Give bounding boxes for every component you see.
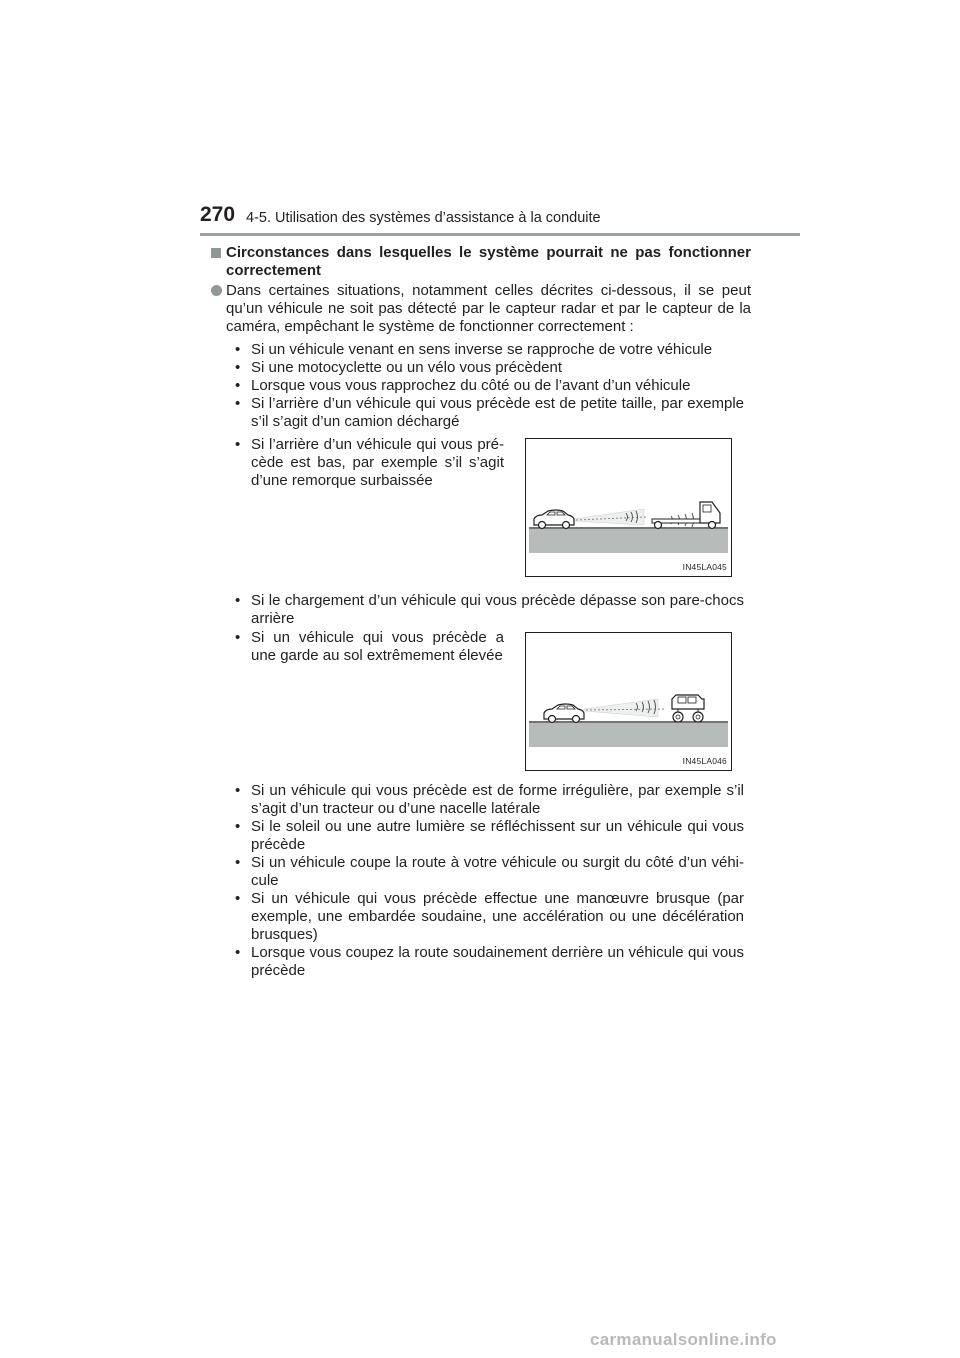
radar-beam	[574, 509, 644, 525]
list-item-text: Si un véhicule qui vous précède a une garde au sol extrêmement élevée	[251, 629, 504, 664]
intro-paragraph	[211, 282, 751, 336]
list-item	[235, 854, 744, 890]
section-title: 4-5. Utilisation des systèmes d’assistance à la conduite	[246, 210, 601, 226]
subsection-heading	[211, 244, 751, 280]
square-bullet-icon	[211, 248, 221, 258]
car-icon	[544, 704, 584, 723]
list-item-text: Si le chargement d’un véhicule qui vous précède dépasse son pare-chocs arrière	[251, 592, 744, 627]
illustration-low-trailer	[525, 438, 732, 577]
condition-list	[235, 629, 504, 665]
truck-icon	[700, 502, 720, 529]
bullet: •	[235, 341, 241, 358]
bullet: •	[235, 377, 241, 394]
list-item-text: Si le soleil ou une autre lumière se réfléchissent sur un véhicule qui vous précède	[251, 818, 744, 853]
figure-code: IN45LA046	[682, 756, 727, 766]
car-icon	[534, 510, 574, 529]
trailer-icon	[652, 519, 702, 529]
condition-list	[235, 436, 504, 490]
condition-list	[235, 782, 744, 980]
bullet: •	[235, 592, 241, 609]
list-item-text: Lorsque vous coupez la route soudainement derrière un véhicule qui vous précède	[251, 944, 744, 979]
list-item	[235, 944, 744, 980]
list-item	[235, 377, 744, 395]
list-item	[235, 592, 744, 628]
page-header	[0, 0, 960, 240]
list-item	[235, 359, 744, 377]
header-divider	[200, 233, 800, 236]
bullet: •	[235, 436, 241, 453]
radar-beam	[584, 699, 658, 717]
bullet: •	[235, 782, 241, 799]
list-item-text: Si un véhicule coupe la route à votre véhicule ou surgit du côté d’un véhi-cule	[251, 854, 744, 889]
page-number: 270	[200, 203, 236, 226]
condition-list	[235, 592, 744, 628]
list-item	[235, 629, 504, 665]
road-surface	[529, 723, 728, 747]
bullet: •	[235, 395, 241, 412]
list-item-text: Si l’arrière d’un véhicule qui vous pré-cède est bas, par exemple s’il s’agit d’une remorque surbaissée	[251, 436, 504, 489]
list-item-text: Si un véhicule qui vous précède est de forme irrégulière, par exemple s’il s’agit d’un tracteur ou d’une nacelle latérale	[251, 782, 744, 817]
list-item	[235, 890, 744, 944]
list-item	[235, 341, 744, 359]
bullet: •	[235, 359, 241, 376]
condition-list	[235, 341, 744, 431]
list-item-text: Si un véhicule venant en sens inverse se rapproche de votre véhicule	[251, 341, 713, 358]
intro-text: Dans certaines situations, notamment celles décrites ci-dessous, il se peut qu’un véhicule ne soit pas détecté par le capteur radar et par le capteur de la caméra, empêchant le système de fonctionner correctement :	[226, 282, 751, 335]
list-item-text: Si l’arrière d’un véhicule qui vous précède est de petite taille, par exemple s’il s’agit d’un camion déchargé	[251, 395, 744, 430]
list-item	[235, 782, 744, 818]
bullet: •	[235, 890, 241, 907]
low-trailer-diagram	[526, 439, 731, 576]
figure-code: IN45LA045	[682, 562, 727, 572]
high-clearance-diagram	[526, 633, 731, 770]
bullet: •	[235, 944, 241, 961]
illustration-high-clearance	[525, 632, 732, 771]
list-item-text: Lorsque vous vous rapprochez du côté ou de l’avant d’un véhicule	[251, 377, 691, 394]
road-surface	[529, 529, 728, 553]
heading-text: Circonstances dans lesquelles le système pourrait ne pas fonctionner correctement	[226, 244, 751, 279]
watermark: carmanualsonline.info	[590, 1330, 777, 1349]
bullet: •	[235, 629, 241, 646]
bullet: •	[235, 818, 241, 835]
circle-bullet-icon	[211, 285, 222, 296]
list-item-text: Si un véhicule qui vous précède effectue une manœuvre brusque (par exemple, une embardée soudaine, une accélération ou une décélération brusques)	[251, 890, 744, 943]
list-item-text: Si une motocyclette ou un vélo vous précèdent	[251, 359, 563, 376]
list-item	[235, 395, 744, 431]
list-item	[235, 818, 744, 854]
bullet: •	[235, 854, 241, 871]
list-item	[235, 436, 504, 490]
high-clearance-vehicle-icon	[672, 695, 704, 722]
